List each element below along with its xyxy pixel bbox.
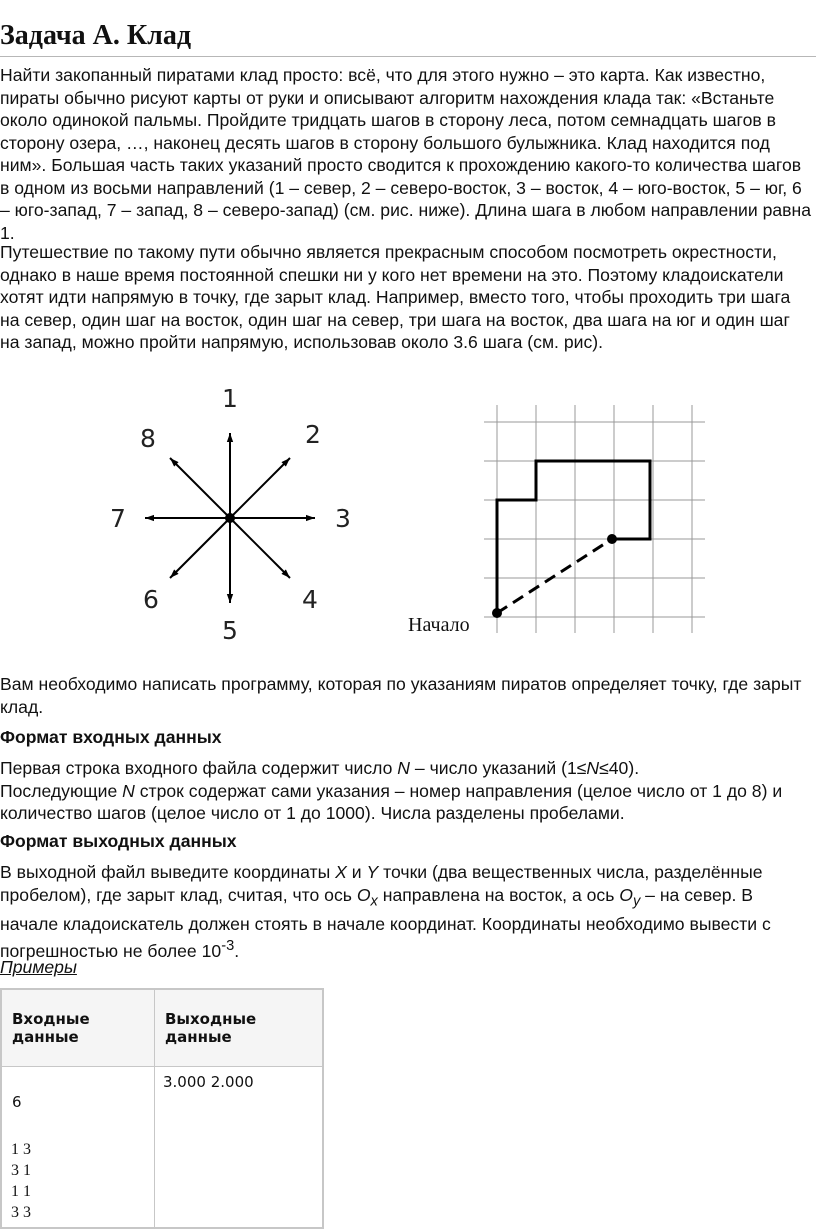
example-input-line: 3 1 <box>11 1162 31 1179</box>
compass-label-2: 2 <box>305 420 321 449</box>
examples-table <box>0 988 324 1229</box>
input-format-heading: Формат входных данных <box>0 727 222 747</box>
input-column-header: Входные данные <box>1 989 155 1067</box>
example-input-n: 6 <box>12 1093 22 1111</box>
direct-path-paragraph: Путешествие по такому пути обычно является прекрасным способом посмотреть окрестности, однако в наше время постоянной спешки ни у кого нет времени на это. Поэтому кладоискатели хотят идти напрямую в точку, где зарыт клад. Например, вместо того, чтобы проходить три шага на север, один шаг на восток, один шаг на север, три шага на восток, два шага на юг и один шаг на запад, можно пройти напрямую, использовав около 3.6 шага (см. рис). <box>0 242 791 352</box>
example-output-cell <box>155 1067 324 1229</box>
compass-label-8: 8 <box>140 424 156 453</box>
task-paragraph: Вам необходимо написать программу, которая по указаниям пиратов определяет точку, где зарыт клад. <box>0 674 802 717</box>
compass-label-7: 7 <box>110 504 126 533</box>
compass-label-4: 4 <box>302 585 318 614</box>
compass-label-6: 6 <box>143 585 159 614</box>
examples-label: Примеры <box>0 957 77 977</box>
treasure-point <box>607 534 617 544</box>
output-format-heading: Формат выходных данных <box>0 831 237 851</box>
compass-center <box>225 513 235 523</box>
input-format-text: Первая строка входного файла содержит число N – число указаний (1≤N≤40). Последующие N строк содержат сами указания – номер направления (целое число от 1 до 8) и количество шагов (целое число от 1 до 1000). Числа разделены пробелами. <box>0 758 783 823</box>
example-input-line: 1 3 <box>11 1141 31 1158</box>
pirate-path <box>497 461 650 613</box>
example-input-cell <box>1 1067 155 1229</box>
path-grid-diagram <box>408 405 705 636</box>
arrow-4 <box>230 518 290 578</box>
arrow-2 <box>230 458 290 518</box>
start-point <box>492 608 502 618</box>
output-format-text: В выходной файл выведите координаты X и Y точки (два вещественных числа, разделённые пробелом), где зарыт клад, считая, что ось $O_x$ направлена на восток, а ось $O_y$ – на север. В начале кладоискатель должен стоять в начале координат. Координаты необходимо вывести с погрешностью не более $10^{-3}$. <box>0 862 771 961</box>
example-input-line: 1 1 <box>11 1183 31 1200</box>
example-input-line: 3 3 <box>11 1204 31 1221</box>
compass-label-3: 3 <box>335 504 351 533</box>
start-label: Начало <box>408 614 470 636</box>
compass-label-1: 1 <box>222 384 238 413</box>
arrow-8 <box>170 458 230 518</box>
output-column-header: Выходные данные <box>155 989 324 1067</box>
compass-diagram <box>110 384 351 645</box>
intro-paragraph: Найти закопанный пиратами клад просто: всё, что для этого нужно – это карта. Как известно, пираты обычно рисуют карты от руки и описывают алгоритм нахождения клада так: «Встаньте около одинокой пальмы. Пройдите тридцать шагов в сторону леса, потом семнадцать шагов в сторону озера, …, наконец десять шагов в сторону большого булыжника. Клад находится под ним». Большая часть таких указаний просто сводится к прохождению какого-то количества шагов в одном из восьми направлений (1 – север, 2 – северо-восток, 3 – восток, 4 – юго-восток, 5 – юг, 6 – юго-запад, 7 – запад, 8 – северо-запад) (см. рис. ниже). Длина шага в любом направлении равна 1. <box>0 65 812 243</box>
example-output: 3.000 2.000 <box>163 1073 254 1091</box>
figure <box>0 375 816 645</box>
arrow-6 <box>170 518 230 578</box>
page-title: Задача А. Клад <box>0 18 816 57</box>
compass-label-5: 5 <box>222 616 238 645</box>
direct-path <box>497 539 612 613</box>
